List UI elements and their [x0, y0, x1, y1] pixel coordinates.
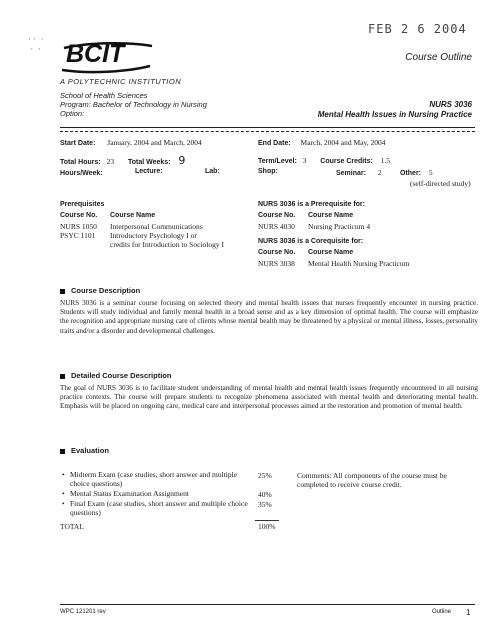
prereq-for-col-name: Course Name [308, 212, 354, 219]
prereq-row [60, 222, 203, 231]
total-hours-value: 23 [106, 157, 115, 166]
prereq-course-name: credits for Introduction to Sociology I [110, 240, 224, 249]
page-number: 1 [466, 608, 471, 617]
start-date-row [60, 138, 202, 148]
footer-divider [60, 604, 475, 605]
course-identifier [318, 100, 472, 120]
course-description-heading [60, 286, 140, 295]
detailed-description-title: Detailed Course Description [71, 371, 172, 380]
prereq-row [60, 240, 224, 249]
school-program-block [60, 91, 207, 118]
coreq-col-name: Course Name [308, 249, 354, 256]
term-value: 3 [302, 156, 307, 165]
prereq-col-no: Course No. [60, 212, 98, 219]
other-note: (self-directed study) [410, 179, 471, 188]
evaluation-item: • Final Exam (case studies, short answer and multiple choice questions) [62, 499, 248, 517]
option-label: Option: [60, 109, 85, 118]
evaluation-item-label: Mental Status Examination Assignment [70, 489, 189, 498]
evaluation-item-pct: 40% [258, 490, 272, 499]
seminar-value: 2 [377, 168, 382, 177]
detailed-description-text: The goal of NURS 3036 is to facilitate student understanding of mental health and mental health issues frequently encountered in all nursing practice contexts. The course will prepare students to recognize phenomena associated with mental health and deteriorating mental health. Emphasis will be placed on ongoing care, medical care and interpersonal processes aimed at the restoration and promotion of mental health. [60, 384, 478, 411]
prereq-for-row [258, 222, 370, 231]
course-code: NURS 3036 [429, 100, 472, 109]
hours-week-label: Hours/Week: [60, 170, 103, 177]
lab-label: Lab: [205, 168, 220, 175]
detailed-description-heading [60, 371, 171, 380]
coreq-row [258, 259, 409, 268]
total-weeks-value: 9 [178, 154, 186, 167]
seminar-row [336, 168, 382, 178]
prereq-for-title: NURS 3036 is a Prerequisite for: [258, 201, 365, 208]
coreq-course-no: NURS 3038 [258, 259, 295, 268]
section-bullet-icon [60, 374, 65, 379]
credits-value: 1.5 [380, 156, 391, 165]
bcit-logo: BCIT [66, 40, 125, 68]
coreq-col-no: Course No. [258, 249, 296, 256]
prereq-for-course-no: NURS 4030 [258, 222, 295, 231]
term-credits-row [258, 156, 390, 166]
other-value: 5 [428, 168, 433, 177]
polytechnic-tagline: A POLYTECHNIC INSTITUTION [60, 77, 182, 86]
evaluation-item: • Mental Status Examination Assignment [62, 489, 189, 498]
shop-label: Shop: [258, 168, 278, 175]
course-description-text: NURS 3036 is a seminar course focusing on selected theory and mental health issues that nurses frequently encounter in nursing practice. Students will study individual and family mental health in a broad sense and as a key dimension of optimal health. The course will emphasize the recognition and appropriate nursing care of clients whose mental health may be threatened by a physical or mental illness, losses, personality traits and/or a disorder and developmental challenges. [60, 299, 478, 335]
end-date-row [258, 138, 385, 148]
total-hours-label: Total Hours: [60, 159, 101, 166]
other-label: Other: [400, 170, 421, 177]
other-row [400, 168, 433, 178]
evaluation-heading [60, 446, 109, 455]
evaluation-comments: Comments: All components of the course must be completed to receive course credit. [297, 471, 447, 489]
prereq-course-no: NURS 1050 [60, 222, 97, 231]
coreq-title: NURS 3036 is a Corequisite for: [258, 238, 364, 245]
total-rule [255, 520, 279, 521]
evaluation-total-label: TOTAL [60, 522, 84, 531]
evaluation-item-pct: 25% [258, 471, 272, 480]
start-date-value: January, 2004 and March, 2004 [107, 138, 202, 147]
course-description-title: Course Description [71, 286, 141, 295]
evaluation-total-pct: 100% [258, 522, 276, 531]
divider [60, 131, 475, 132]
credits-label: Course Credits: [320, 158, 373, 165]
scan-specks: · · · · · [28, 34, 44, 54]
prereq-row [60, 231, 197, 240]
evaluation-list [62, 470, 252, 518]
total-hours-row [60, 156, 185, 167]
term-label: Term/Level: [258, 158, 297, 165]
prereq-course-name: Introductory Psychology I or [110, 231, 197, 240]
end-date-label: End Date: [258, 140, 291, 147]
school-name: School of Health Sciences [60, 91, 148, 100]
received-date-stamp: FEB 2 6 2004 [368, 22, 467, 36]
total-weeks-label: Total Weeks: [127, 159, 171, 166]
section-bullet-icon [60, 449, 65, 454]
program-name: Program: Bachelor of Technology in Nursing [60, 100, 207, 109]
seminar-label: Seminar: [336, 170, 366, 177]
start-date-label: Start Date: [60, 140, 96, 147]
prereq-for-col-no: Course No. [258, 212, 296, 219]
evaluation-item: • Midterm Exam (case studies, short answer and multiple choice questions) [62, 470, 238, 488]
document-type: Course Outline [405, 52, 472, 63]
footer-right: Outline [432, 609, 452, 615]
evaluation-item-label: Midterm Exam (case studies, short answer and multiple choice questions) [70, 470, 238, 488]
evaluation-title: Evaluation [71, 446, 109, 455]
section-bullet-icon [60, 289, 65, 294]
coreq-course-name: Mental Health Nursing Practicum [308, 259, 410, 268]
lecture-label: Lecture: [135, 168, 163, 175]
hours-week-row [60, 168, 103, 178]
footer-left: WPC 121201 rev [60, 609, 106, 615]
end-date-value: March, 2004 and May, 2004 [300, 138, 386, 147]
prereq-course-name: Interpersonal Communications [110, 222, 203, 231]
prereq-course-no: PSYC 1101 [60, 231, 96, 240]
evaluation-item-label: Final Exam (case studies, short answer and multiple choice questions) [70, 499, 248, 517]
prereq-for-course-name: Nursing Practicum 4 [308, 222, 371, 231]
prereq-col-name: Course Name [110, 212, 156, 219]
course-title: Mental Health Issues in Nursing Practice [317, 110, 472, 119]
divider [60, 127, 475, 128]
evaluation-item-pct: 35% [258, 500, 272, 509]
prerequisites-title: Prerequisites [60, 201, 105, 208]
